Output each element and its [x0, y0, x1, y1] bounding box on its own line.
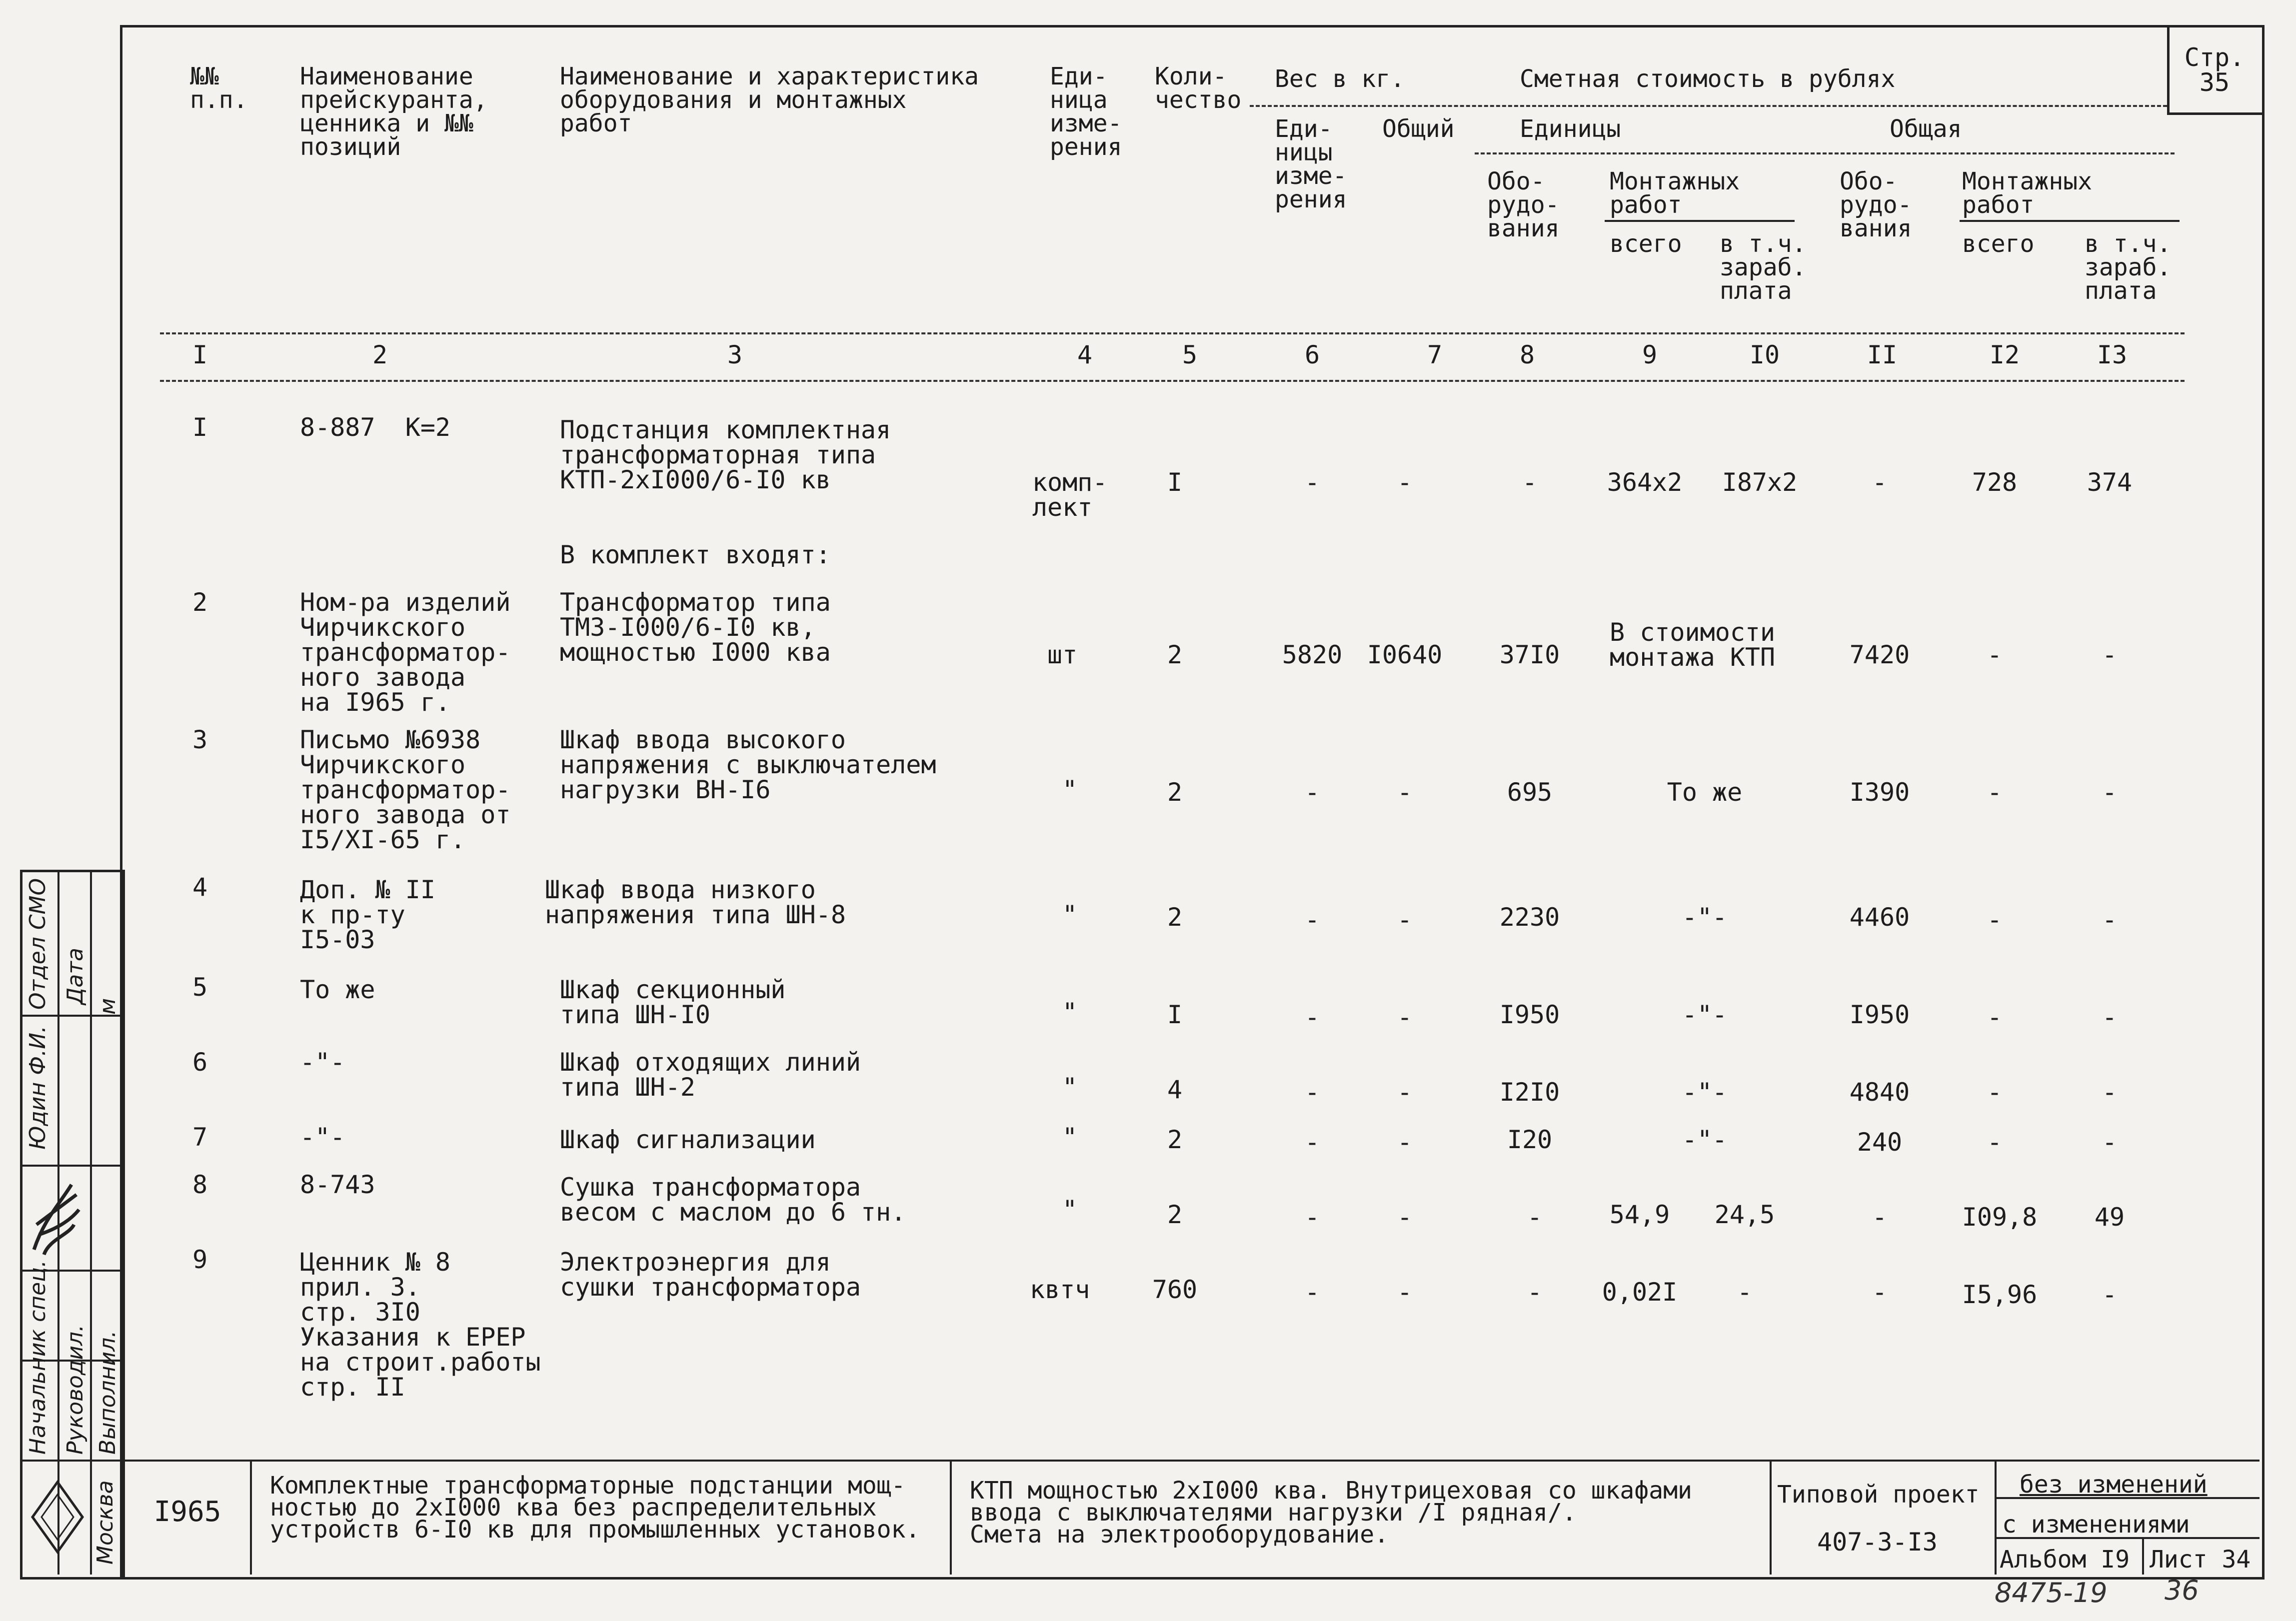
- header-col-9: всего: [1610, 230, 1682, 258]
- row-weight-unit: -: [1304, 1003, 1320, 1032]
- row-unit: ": [1062, 775, 1078, 804]
- column-number: 8: [1519, 340, 1535, 369]
- column-number: 3: [727, 340, 743, 369]
- row-mont-unit-wage: 24,5: [1714, 1200, 1775, 1229]
- row-mont-total: -: [1987, 778, 2003, 807]
- title-description: КТП мощностью 2хI000 ква. Внутрицеховая со шкафами ввода с выключателями нагрузки /I рядная/. Смета на электрооборудование.: [970, 1477, 1692, 1549]
- stamp-role: Руководил.: [62, 1324, 88, 1455]
- row-reference: -"-: [300, 1123, 345, 1152]
- column-number: 6: [1304, 340, 1320, 369]
- row-mont-total-wage: -: [2102, 905, 2118, 934]
- stamp-author: Юдин Ф.И.: [25, 1025, 50, 1150]
- row-number: 2: [192, 588, 208, 617]
- row-mont-merged: В стоимости монтажа КТП: [1610, 618, 1776, 672]
- row-unit: ": [1062, 1123, 1078, 1152]
- row-quantity: 2: [1167, 903, 1183, 932]
- title-block-divider: [1995, 1460, 1997, 1575]
- title-project-code: 407-3-I3: [1817, 1528, 1938, 1557]
- row-quantity: 2: [1167, 640, 1183, 669]
- row-name: Шкаф ввода высокого напряжения с выключателем нагрузки ВН-I6: [560, 725, 936, 804]
- row-mont-total-wage: 374: [2087, 468, 2133, 497]
- row-mont-merged: То же: [1667, 778, 1743, 807]
- header-col-11: Обо- рудо- вания: [1840, 167, 1912, 242]
- row-number: 7: [192, 1123, 208, 1152]
- row-equip-total: -: [1872, 1203, 1888, 1232]
- row-equip-unit: I20: [1507, 1125, 1553, 1154]
- header-mont-unit: Монтажных работ: [1610, 167, 1740, 219]
- header-cost-group: Сметная стоимость в рублях: [1520, 65, 1896, 93]
- title-project-title: Комплектные трансформаторные подстанции мощ- ностью до 2хI000 ква без распределительных устройств 6-I0 кв для промышленных установок.: [270, 1472, 920, 1544]
- row-reference: То же: [300, 975, 375, 1004]
- complect-note: В комплект входят:: [560, 540, 831, 569]
- header-bottom-line: [160, 332, 2185, 334]
- row-unit: комп- лект: [1032, 468, 1108, 522]
- row-mont-total: I5,96: [1962, 1280, 2038, 1309]
- row-mont-total: -: [1987, 905, 2003, 934]
- page-number-value: 35: [2199, 68, 2230, 97]
- row-name: Сушка трансформатора весом с маслом до 6 тн.: [560, 1173, 906, 1227]
- header-divider: [1250, 105, 2167, 107]
- row-name: Подстанция комплектная трансформаторная типа КТП-2хI000/6-I0 кв: [560, 415, 891, 494]
- row-unit: ": [1062, 998, 1078, 1027]
- row-quantity: I: [1167, 468, 1183, 497]
- header-col-5: Коли- чество: [1155, 62, 1242, 114]
- row-mont-total-wage: -: [2102, 1003, 2118, 1032]
- row-number: 4: [192, 873, 208, 902]
- row-number: 8: [192, 1170, 208, 1199]
- row-number: 9: [192, 1245, 208, 1274]
- row-mont-unit-total: 364х2: [1607, 468, 1683, 497]
- row-name: Шкаф секционный типа ШН-I0: [560, 975, 786, 1029]
- row-number: I: [192, 413, 208, 442]
- column-numbers-line: [160, 380, 2185, 382]
- row-weight-unit: -: [1304, 778, 1320, 807]
- row-quantity: 2: [1167, 1125, 1183, 1154]
- row-weight-total: -: [1397, 905, 1413, 934]
- row-equip-total: I950: [1849, 1000, 1910, 1029]
- title-year: I965: [153, 1496, 221, 1528]
- side-stamp-divider: [20, 1015, 120, 1017]
- row-reference: -"-: [300, 1048, 345, 1077]
- header-col-10: в т.ч. зараб. плата: [1720, 230, 1807, 305]
- header-col-7: Общий: [1382, 115, 1455, 143]
- row-equip-unit: -: [1527, 1278, 1543, 1307]
- row-mont-merged: -"-: [1682, 1078, 1728, 1107]
- row-unit: ": [1062, 1073, 1078, 1102]
- row-mont-total-wage: 49: [2094, 1203, 2125, 1232]
- title-no-changes: без изменений: [2020, 1471, 2208, 1499]
- archive-page: 36: [2165, 1575, 2199, 1606]
- archive-number: 8475-19: [1995, 1577, 2108, 1609]
- signature-mark: [24, 1175, 89, 1260]
- stamp-date-value: м: [95, 998, 120, 1015]
- row-equip-unit: I950: [1499, 1000, 1560, 1029]
- row-weight-total: -: [1397, 1128, 1413, 1157]
- row-quantity: 4: [1167, 1075, 1183, 1104]
- row-unit: квтч: [1030, 1275, 1090, 1304]
- row-weight-total: I0640: [1367, 640, 1443, 669]
- row-unit: ": [1062, 1195, 1078, 1224]
- row-equip-total: 240: [1857, 1128, 1903, 1157]
- row-reference: 8-887 К=2: [300, 413, 451, 442]
- row-weight-unit: -: [1304, 905, 1320, 934]
- row-equip-unit: -: [1527, 1203, 1543, 1232]
- column-number: I: [192, 340, 208, 369]
- header-col-2: Наименование прейскуранта, ценника и №№ позиций: [300, 62, 488, 161]
- row-reference: Ценник № 8 прил. 3. стр. 3I0 Указания к ЕРЕР на строит.работы стр. II: [300, 1248, 541, 1402]
- column-number: 7: [1427, 340, 1443, 369]
- row-equip-total: -: [1872, 468, 1888, 497]
- row-mont-unit-wage: I87х2: [1722, 468, 1798, 497]
- title-with-changes: с изменениями: [2002, 1511, 2190, 1539]
- header-col-12: всего: [1962, 230, 2035, 258]
- row-weight-total: -: [1397, 778, 1413, 807]
- column-number: 2: [372, 340, 388, 369]
- row-mont-total-wage: -: [2102, 1280, 2118, 1309]
- row-mont-total-wage: -: [2102, 640, 2118, 669]
- row-weight-total: -: [1397, 1078, 1413, 1107]
- row-equip-unit: I2I0: [1499, 1078, 1560, 1107]
- row-mont-total-wage: -: [2102, 1128, 2118, 1157]
- header-divider: [1475, 152, 2175, 154]
- row-reference: Письмо №6938 Чирчикского трансформатор- ного завода от I5/XI-65 г.: [300, 725, 511, 854]
- header-col-1: №№ п.п.: [190, 62, 248, 114]
- title-block-divider: [950, 1460, 952, 1575]
- row-quantity: 760: [1152, 1275, 1198, 1304]
- header-col-13: в т.ч. зараб. плата: [2085, 230, 2172, 305]
- side-stamp-divider: [20, 1165, 120, 1167]
- header-col-8: Обо- рудо- вания: [1487, 167, 1560, 242]
- row-mont-total: 728: [1972, 468, 2018, 497]
- row-equip-unit: 695: [1507, 778, 1553, 807]
- row-reference: 8-743: [300, 1170, 375, 1199]
- row-weight-unit: -: [1304, 1203, 1320, 1232]
- row-weight-total: -: [1397, 1003, 1413, 1032]
- row-name: Шкаф сигнализации: [560, 1125, 816, 1154]
- row-number: 5: [192, 973, 208, 1002]
- row-mont-total: -: [1987, 640, 2003, 669]
- row-mont-total: -: [1987, 1003, 2003, 1032]
- row-equip-total: -: [1872, 1278, 1888, 1307]
- row-quantity: 2: [1167, 778, 1183, 807]
- row-reference: Доп. № II к пр-ту I5-03: [300, 875, 435, 954]
- header-col-3: Наименование и характеристика оборудования и монтажных работ: [560, 62, 979, 137]
- column-number: 5: [1182, 340, 1198, 369]
- header-total-group: Общая: [1890, 115, 1962, 143]
- organization-mark: [27, 1467, 87, 1567]
- row-mont-unit-total: 0,02I: [1602, 1278, 1678, 1307]
- row-unit: ": [1062, 900, 1078, 929]
- title-sheet: Лист 34: [2150, 1546, 2251, 1574]
- row-equip-unit: -: [1522, 468, 1538, 497]
- column-number: I3: [2097, 340, 2128, 369]
- row-equip-total: I390: [1849, 778, 1910, 807]
- row-unit: шт: [1047, 640, 1078, 669]
- header-underline: [1960, 220, 2180, 222]
- row-mont-unit-wage: -: [1737, 1278, 1753, 1307]
- stamp-role: Начальник спец.: [25, 1260, 50, 1455]
- stamp-role: Выполнил.: [95, 1330, 120, 1455]
- column-number: 9: [1642, 340, 1658, 369]
- row-mont-total-wage: -: [2102, 1078, 2118, 1107]
- row-mont-merged: -"-: [1682, 1125, 1728, 1154]
- header-weight-group: Вес в кг.: [1275, 65, 1405, 93]
- row-number: 6: [192, 1048, 208, 1077]
- row-mont-merged: -"-: [1682, 903, 1728, 932]
- row-weight-total: -: [1397, 1203, 1413, 1232]
- row-mont-total: I09,8: [1962, 1203, 2038, 1232]
- row-equip-total: 4460: [1849, 903, 1910, 932]
- column-number: 4: [1077, 340, 1093, 369]
- row-mont-total: -: [1987, 1078, 2003, 1107]
- row-weight-unit: -: [1304, 1128, 1320, 1157]
- row-equip-total: 7420: [1849, 640, 1910, 669]
- stamp-city: Москва: [92, 1480, 118, 1565]
- row-name: Трансформатор типа ТМЗ-I000/6-I0 кв, мощностью I000 ква: [560, 588, 831, 667]
- stamp-department: Отдел СМО: [25, 878, 50, 1010]
- row-weight-unit: 5820: [1282, 640, 1343, 669]
- row-reference: Ном-ра изделий Чирчикского трансформатор- ного завода на I965 г.: [300, 588, 511, 717]
- header-mont-total: Монтажных работ: [1962, 167, 2093, 219]
- row-name: Шкаф ввода низкого напряжения типа ШН-8: [545, 875, 846, 929]
- row-equip-unit: 37I0: [1499, 640, 1560, 669]
- header-col-6: Еди- ницы изме- рения: [1275, 115, 1347, 213]
- page-number-label: Стр.: [2184, 43, 2245, 72]
- row-weight-total: -: [1397, 1278, 1413, 1307]
- row-weight-unit: -: [1304, 1278, 1320, 1307]
- side-stamp-divider: [20, 1460, 120, 1462]
- row-mont-merged: -"-: [1682, 1000, 1728, 1029]
- row-name: Шкаф отходящих линий типа ШН-2: [560, 1048, 861, 1102]
- row-weight-total: -: [1397, 468, 1413, 497]
- title-block-top: [120, 1460, 2260, 1462]
- header-unit-group: Единицы: [1520, 115, 1621, 143]
- row-name: Электроэнергия для сушки трансформатора: [560, 1248, 861, 1302]
- header-underline: [1605, 220, 1795, 222]
- title-block-divider: [250, 1460, 252, 1575]
- title-block-divider: [2142, 1537, 2144, 1575]
- row-equip-total: 4840: [1849, 1078, 1910, 1107]
- title-project-label: Типовой проект: [1777, 1481, 1980, 1509]
- row-quantity: 2: [1167, 1200, 1183, 1229]
- title-block-divider: [1770, 1460, 1772, 1575]
- row-weight-unit: -: [1304, 1078, 1320, 1107]
- row-mont-total-wage: -: [2102, 778, 2118, 807]
- stamp-date-label: Дата: [62, 948, 88, 1005]
- row-quantity: I: [1167, 1000, 1183, 1029]
- row-weight-unit: -: [1304, 468, 1320, 497]
- column-number: II: [1867, 340, 1898, 369]
- title-album: Альбом I9: [2000, 1546, 2130, 1574]
- header-col-4: Еди- ница изме- рения: [1050, 62, 1122, 161]
- column-number: I0: [1749, 340, 1780, 369]
- side-stamp-divider: [90, 870, 92, 1575]
- row-number: 3: [192, 725, 208, 754]
- row-mont-total: -: [1987, 1128, 2003, 1157]
- column-number: I2: [1989, 340, 2020, 369]
- row-equip-unit: 2230: [1499, 903, 1560, 932]
- row-mont-unit-total: 54,9: [1609, 1200, 1670, 1229]
